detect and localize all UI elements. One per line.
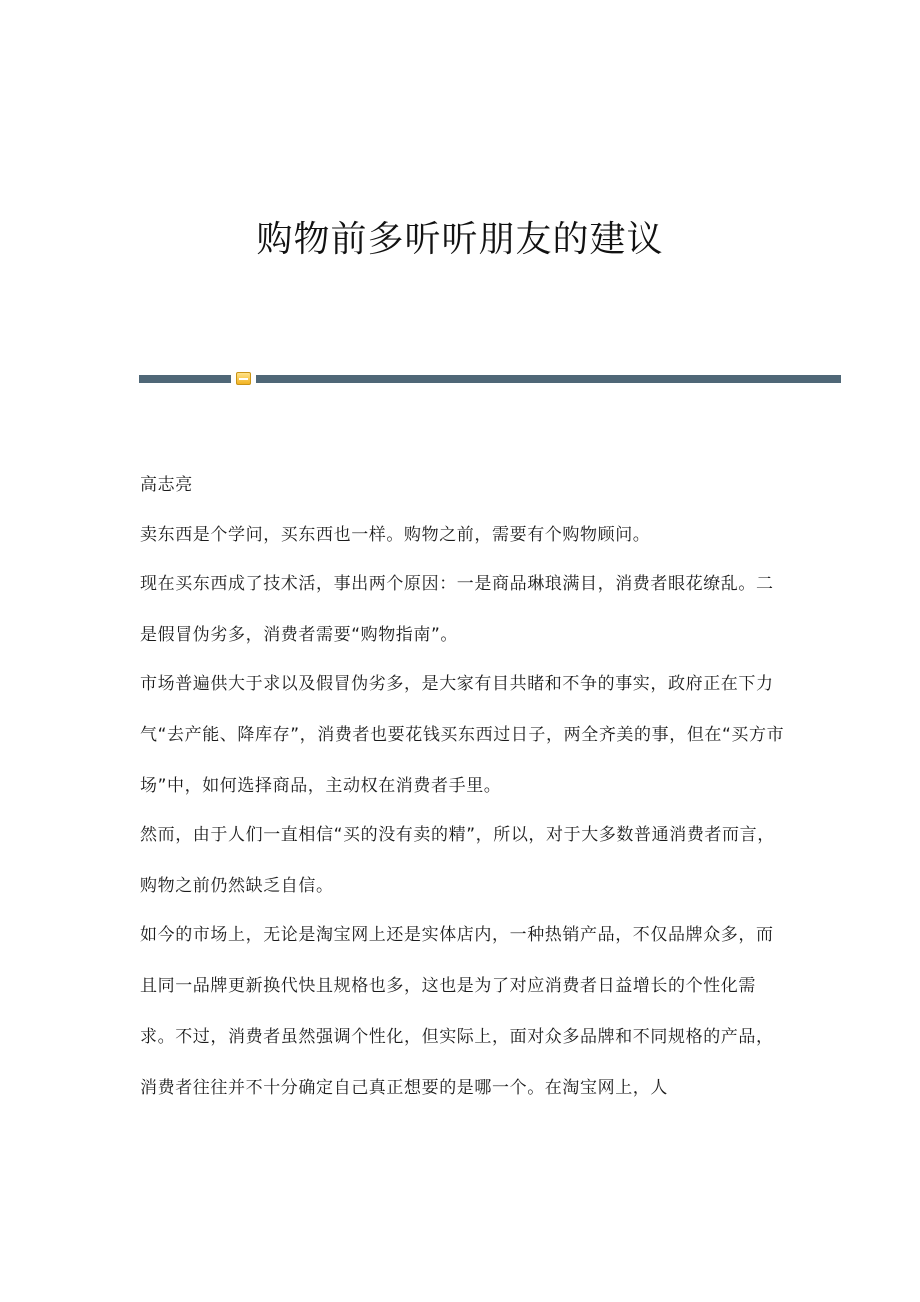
paragraph-4: 然而，由于人们一直相信“买的没有卖的精”，所以，对于大多数普通消费者而言，购物之前仍然缺乏自信。 [140, 825, 775, 896]
paragraph-1: 卖东西是个学问，买东西也一样。购物之前，需要有个购物顾问。 [140, 525, 651, 545]
document-title: 购物前多听听朋友的建议 [256, 219, 664, 260]
divider-ornament-icon [236, 372, 251, 385]
paragraph-5: 如今的市场上，无论是淘宝网上还是实体店内，一种热销产品，不仅品牌众多，而且同一品牌更新换代快且规格也多，这也是为了对应消费者日益增长的个性化需求。不过，消费者虽然强调个性化，但实际上，面对众多品牌和不同规格的产品，消费者往往并不十分确定自己真正想要的是哪一个。在淘宝网上，人 [140, 925, 774, 1098]
title-divider [139, 371, 841, 387]
paragraph-2: 现在买东西成了技术活，事出两个原因：一是商品琳琅满目，消费者眼花缭乱。二是假冒伪劣多，消费者需要“购物指南”。 [140, 574, 774, 645]
author-name: 高志亮 [140, 475, 193, 495]
divider-bar-right [256, 375, 841, 383]
document-body [140, 470, 790, 1123]
paragraph-3: 市场普遍供大于求以及假冒伪劣多，是大家有目共睹和不争的事实，政府正在下力气“去产能、降库存”，消费者也要花钱买东西过日子，两全齐美的事，但在“买方市场”中，如何选择商品，主动权在消费者手里。 [140, 674, 785, 796]
divider-bar-left [139, 375, 231, 383]
